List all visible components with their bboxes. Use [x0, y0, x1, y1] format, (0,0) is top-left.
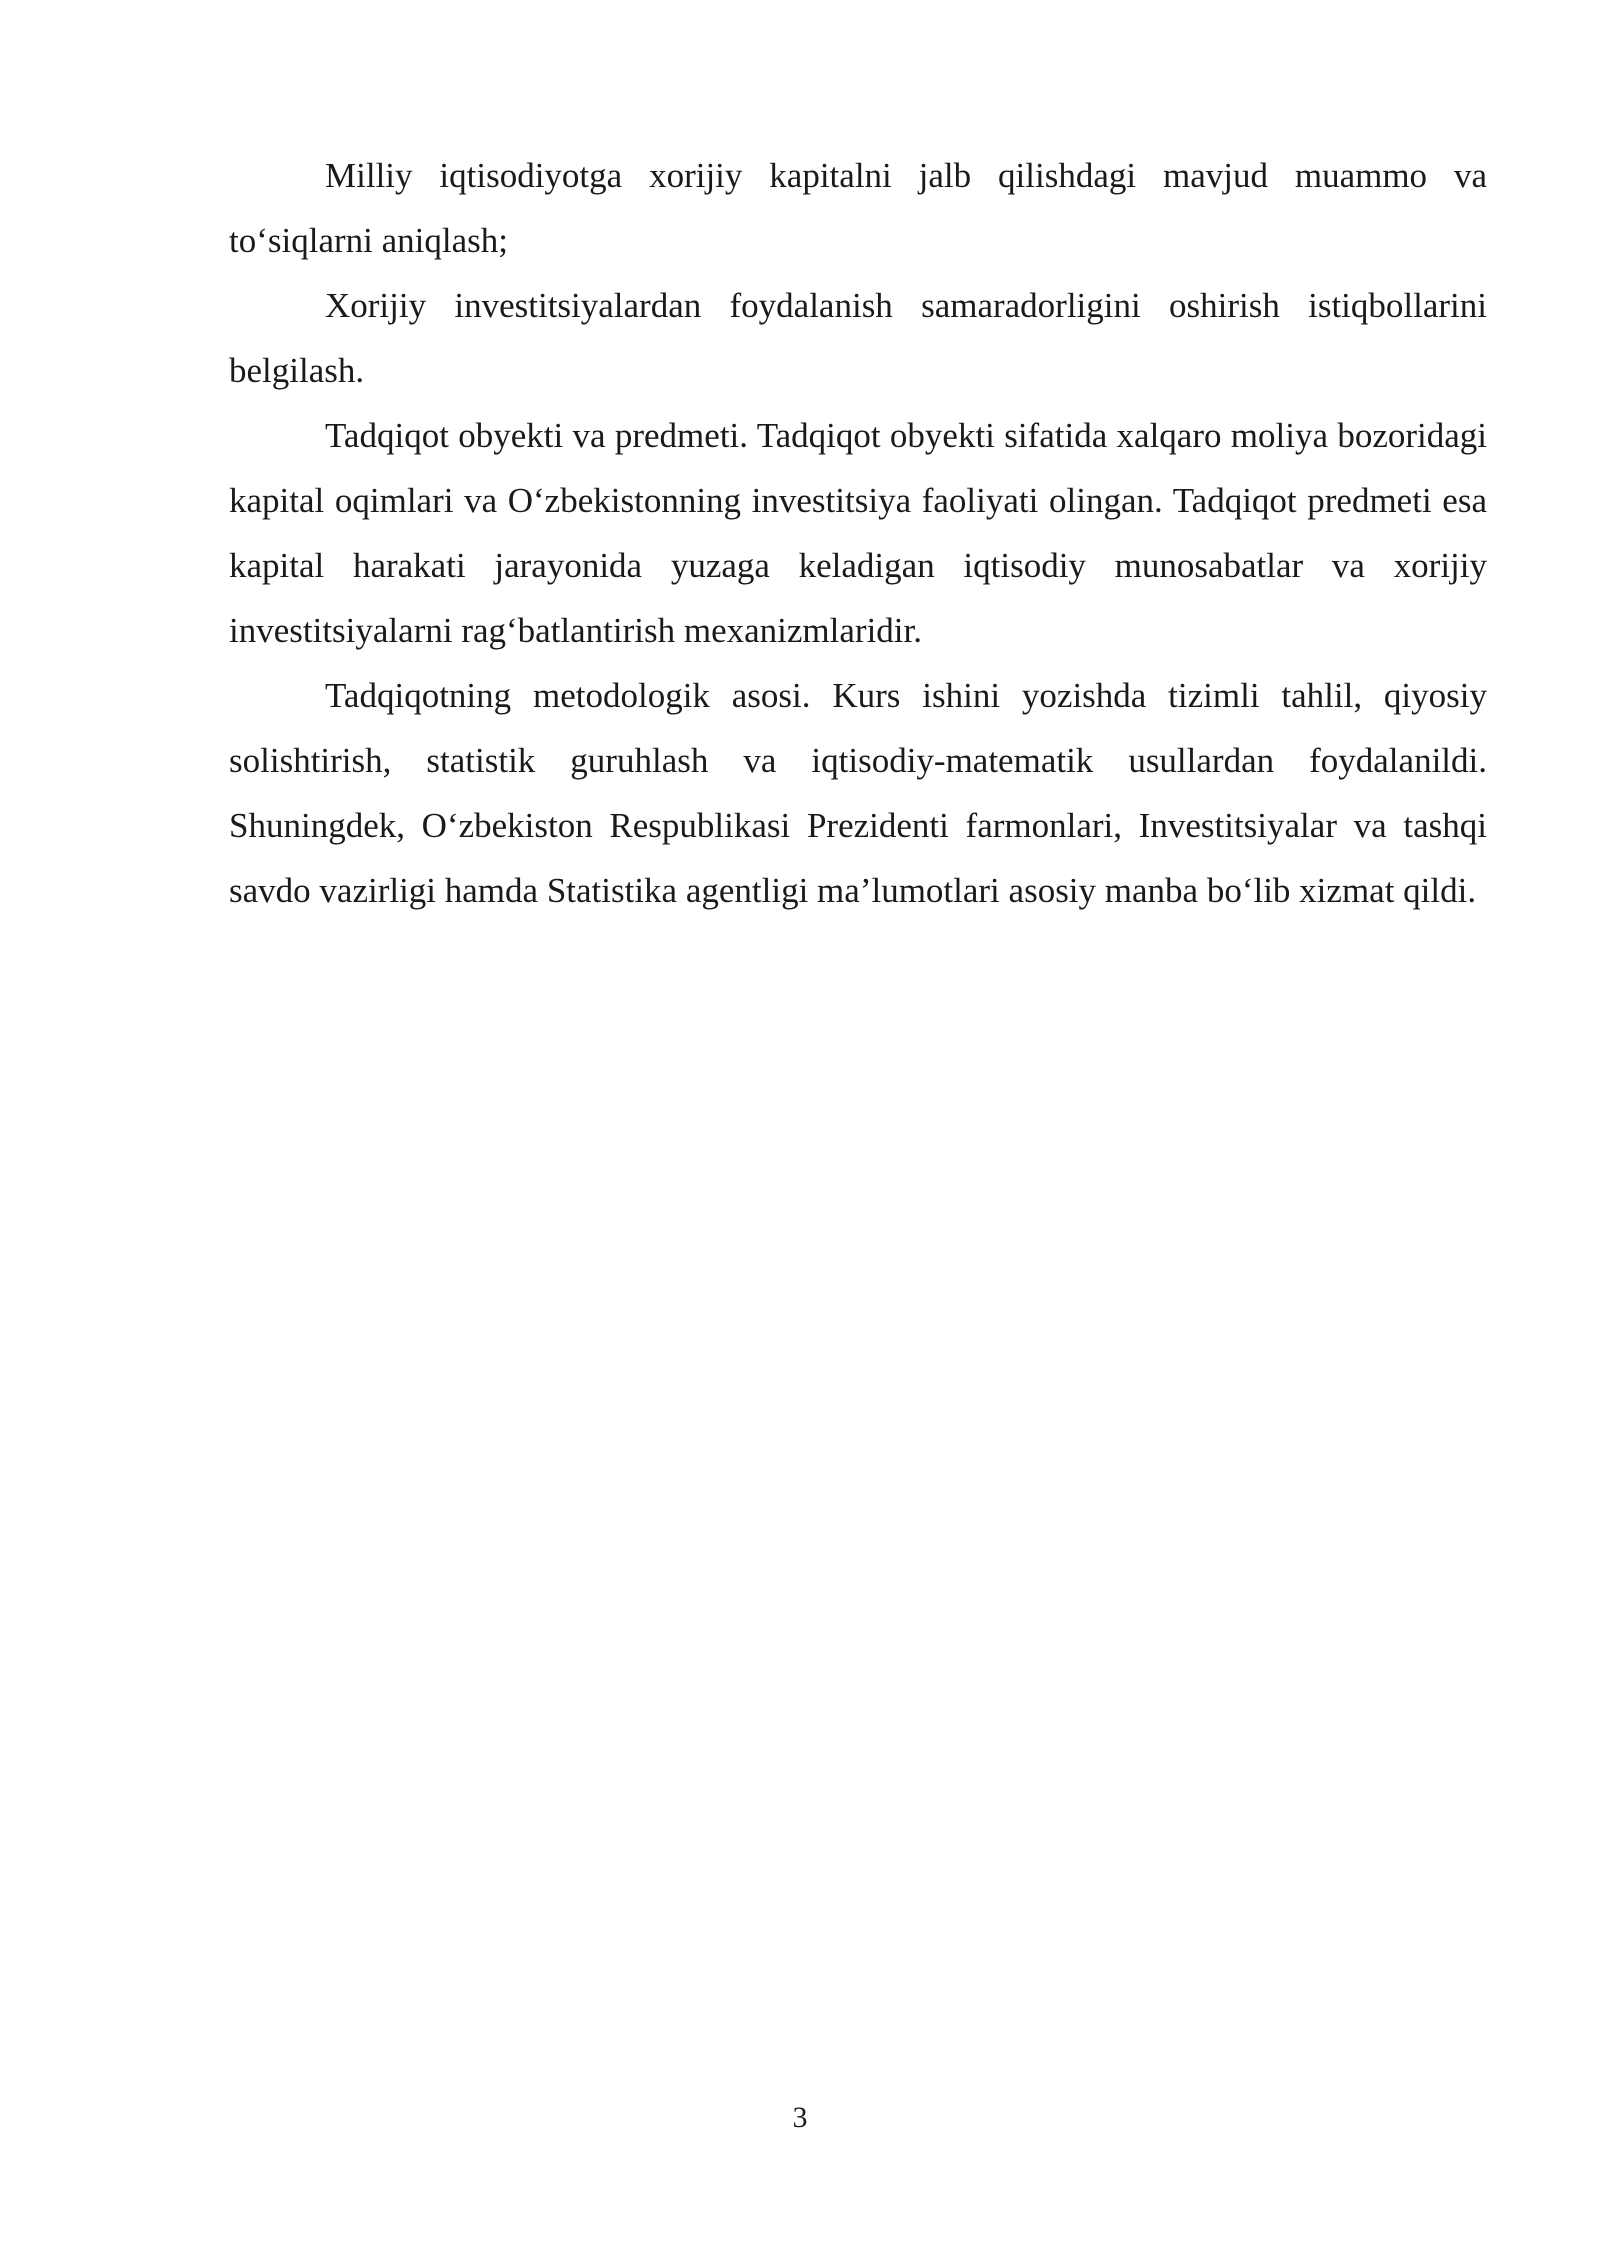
body-text: [229, 143, 1487, 923]
paragraph-goal-problems: Milliy iqtisodiyotga xorijiy kapitalni jalb qilishdagi mavjud muammo va to‘siqlarni aniqlash;: [229, 156, 1487, 260]
paragraph-methodology: Tadqiqotning metodologik asosi. Kurs ishini yozishda tizimli tahlil, qiyosiy solishtirish, statistik guruhlash va iqtisodiy-matematik usullardan foydalanildi. Shuningdek, O‘zbekiston Respublikasi Prezidenti farmonlari, Investitsiyalar va tashqi savdo vazirligi hamda Statistika agentligi ma’lumotlari asosiy manba bo‘lib xizmat qildi.: [229, 676, 1487, 910]
page-number: 3: [792, 2101, 808, 2134]
paragraph-object-subject: Tadqiqot obyekti va predmeti. Tadqiqot obyekti sifatida xalqaro moliya bozoridagi kapital oqimlari va O‘zbekistonning investitsiya faoliyati olingan. Tadqiqot predmeti esa kapital harakati jarayonida yuzaga keladigan iqtisodiy munosabatlar va xorijiy investitsiyalarni rag‘batlantirish mexanizmlaridir.: [229, 416, 1487, 650]
paragraph-goal-prospects: Xorijiy investitsiyalardan foydalanish samaradorligini oshirish istiqbollarini belgilash.: [229, 286, 1487, 390]
